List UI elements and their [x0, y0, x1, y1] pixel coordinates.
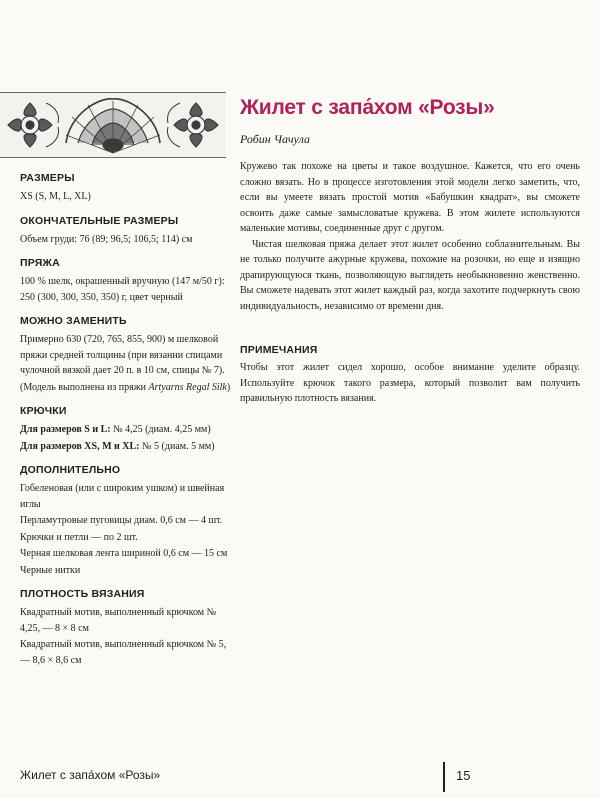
yarn-text: 100 % шелк, окрашенный вручную (147 м/50 г): 250 (300, 300, 350, 350) г, цвет черный: [20, 276, 225, 303]
model-yarn-note: [20, 380, 235, 396]
extras-item: Перламутровые пуговицы диам. 0,6 см — 4 шт.: [20, 515, 223, 526]
gauge-item: Квадратный мотив, выполненный крючком № 5, — 8,6 × 8,6 см: [20, 639, 227, 666]
extras-item: Гобеленовая (или с широким ушком) и швейная иглы: [20, 483, 225, 510]
article-author: Робин Чачула: [240, 132, 310, 146]
footer-divider: [443, 762, 445, 792]
sizes-text: XS (S, M, L, XL): [20, 191, 91, 202]
hooks-line-1-value: № 4,25 (диам. 4,25 мм): [110, 424, 211, 435]
hooks-line-1-label: Для размеров S и L:: [20, 424, 111, 435]
model-yarn-suffix: ): [226, 381, 231, 393]
notes-heading: ПРИМЕЧАНИЯ: [240, 344, 318, 356]
hooks-line-2: [20, 439, 235, 455]
substitute-text: Примерно 630 (720, 765, 855, 900) м шелковой пряжи средней толщины (при вязании спицами чулочной вязкой дает 20 п. в 10 см, спицы № 7).: [20, 334, 225, 376]
sizes-heading: РАЗМЕРЫ: [20, 172, 75, 184]
article-column: [240, 96, 580, 407]
hooks-line-2-value: № 5 (диам. 5 мм): [139, 440, 215, 452]
floral-ornament-icon: [0, 93, 226, 157]
notes-text: Чтобы этот жилет сидел хорошо, особое внимание уделите образцу. Используйте крючок такого размера, который позволит вам получить правильную плотность вязания.: [240, 362, 580, 404]
article-title: Жилет с запа́хом «Розы»: [240, 96, 495, 119]
page-number: 15: [456, 768, 471, 783]
decorative-floral-ornament: [0, 92, 226, 158]
gauge-item: Квадратный мотив, выполненный крючком № 4,25, — 8 × 8 см: [20, 607, 217, 634]
hooks-line-2-label: Для размеров XS, M и XL:: [20, 440, 140, 452]
finished-sizes-heading: ОКОНЧАТЕЛЬНЫЕ РАЗМЕРЫ: [20, 214, 179, 227]
hooks-line-1: [20, 422, 235, 438]
extras-item: Черные нитки: [20, 564, 81, 576]
specs-column: [20, 168, 235, 669]
gauge-heading: ПЛОТНОСТЬ ВЯЗАНИЯ: [20, 588, 145, 600]
finished-sizes-text: Объем груди: 76 (89; 96,5; 106,5; 114) см: [20, 233, 193, 245]
yarn-heading: ПРЯЖА: [20, 257, 60, 269]
extras-item: Черная шелковая лента шириной 0,6 см — 15 см: [20, 548, 228, 559]
substitute-heading: МОЖНО ЗАМЕНИТЬ: [20, 315, 127, 327]
model-yarn-name: Artyarns Regal Silk: [148, 381, 227, 393]
extras-heading: ДОПОЛНИТЕЛЬНО: [20, 464, 121, 476]
extras-item: Крючки и петли — по 2 шт.: [20, 531, 138, 543]
model-yarn-prefix: (Модель выполнена из пряжи: [20, 381, 149, 393]
intro-paragraph-1: Кружево так похоже на цветы и такое воздушное. Кажется, что его очень сложно вязать. Но в процессе изготовления этой модели легко заметить, что, если вы умеете вязать простой мотив «Бабушкин квадрат», вы сможете освоить даже самые замысловатые кружева. В этом жилете используются маленькие мотивы, соединенные друг с другом.: [240, 161, 580, 234]
running-footer-title: Жилет с запа́хом «Розы»: [20, 768, 161, 782]
intro-paragraph-2: Чистая шелковая пряжа делает этот жилет особенно соблазнительным. Вы не только получите ажурные кружева, похожие на розочки, но еще и изящно драпирующуюся ткань, позволяющую выглядеть необыкновенно женственно. Вы сможете надевать этот жилет каждый раз, когда захотите подчеркнуть свою индивидуальность, независимо от времени дня.: [240, 238, 580, 312]
hooks-heading: КРЮЧКИ: [20, 405, 67, 417]
